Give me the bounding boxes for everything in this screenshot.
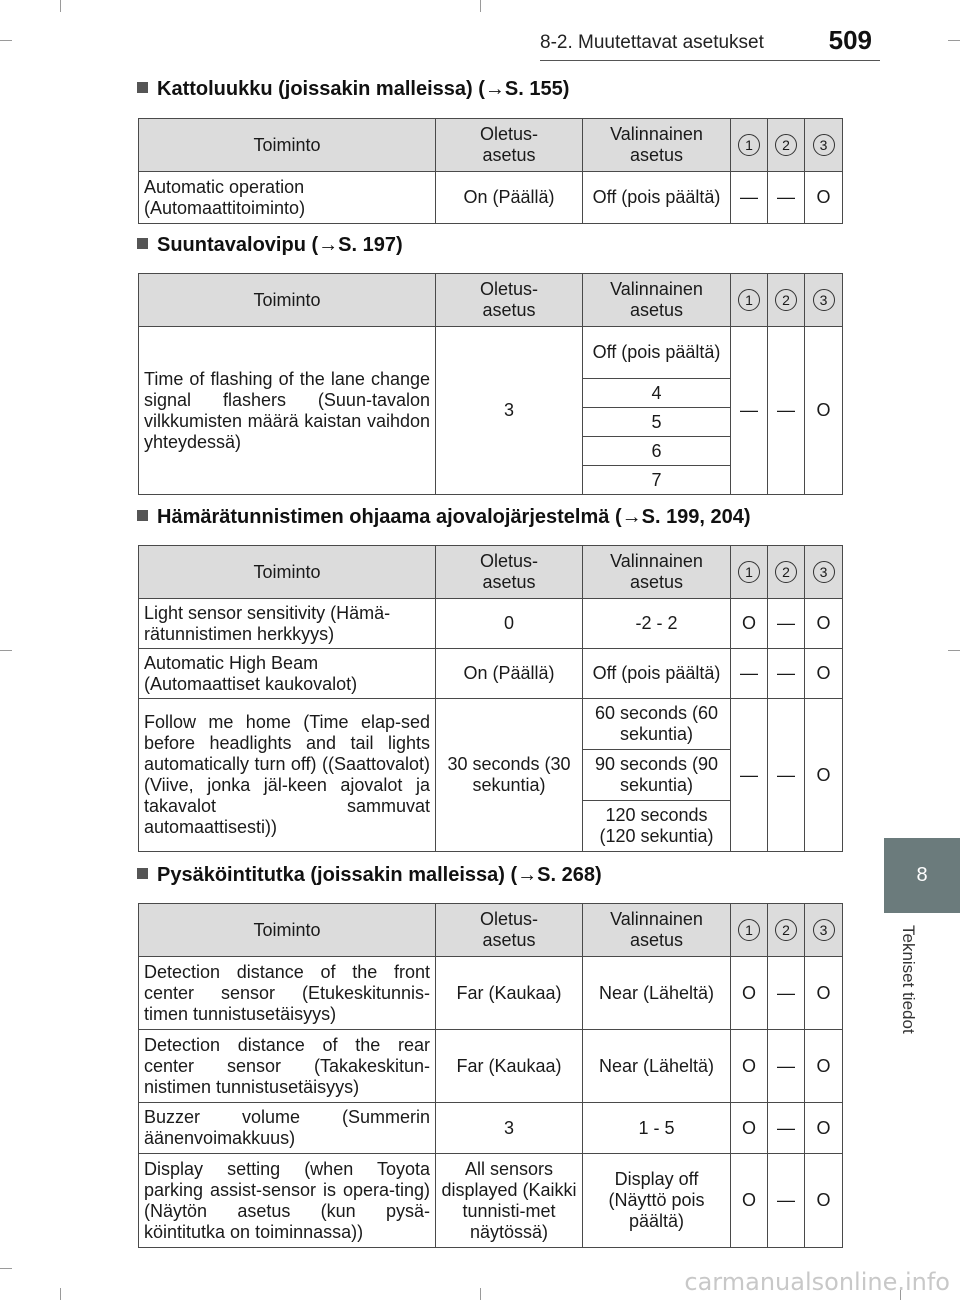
col3-cell: O: [805, 699, 843, 852]
circled-number-icon: 2: [775, 289, 797, 311]
square-bullet-icon: [137, 238, 148, 249]
option-cell: Off (pois päältä): [583, 327, 731, 379]
header-optional: Valinnainen asetus: [583, 546, 731, 599]
table-header-row: [139, 904, 843, 957]
default-cell: On (Päällä): [436, 172, 583, 224]
circled-number-icon: 3: [813, 919, 835, 941]
option-cell: 4: [583, 379, 731, 408]
default-cell: Far (Kaukaa): [436, 1030, 583, 1103]
page-number: 509: [828, 25, 872, 55]
table-header-row: [139, 119, 843, 172]
section-heading: [137, 864, 602, 887]
header-default: Oletus- asetus: [436, 546, 583, 599]
section-heading: [137, 234, 403, 257]
header-col1: [731, 274, 768, 327]
option-cell: Near (Läheltä): [583, 957, 731, 1030]
section-heading: [137, 506, 751, 529]
col1-cell: O: [731, 599, 768, 649]
header-function: Toiminto: [139, 904, 436, 957]
table-header-row: [139, 546, 843, 599]
option-cell: Display off (Näyttö pois päältä): [583, 1154, 731, 1248]
header-rule: [540, 60, 880, 61]
col2-cell: —: [768, 599, 805, 649]
table-row: [139, 1103, 843, 1154]
settings-table: [138, 545, 843, 852]
watermark: carmanualsonline.info: [684, 1268, 950, 1296]
default-cell: 30 seconds (30 sekuntia): [436, 699, 583, 852]
header-default: Oletus- asetus: [436, 119, 583, 172]
crop-mark: [480, 0, 481, 12]
circled-number-icon: 1: [738, 134, 760, 156]
option-cell: 6: [583, 437, 731, 466]
function-cell: Automatic High Beam (Automaattiset kaukovalot): [139, 649, 436, 699]
table-row: [139, 699, 843, 750]
function-cell: Detection distance of the rear center sensor (Takakeskitun-nistimen tunnistusetäisyys): [139, 1030, 436, 1103]
crop-mark: [948, 650, 960, 651]
header-optional: Valinnainen asetus: [583, 119, 731, 172]
square-bullet-icon: [137, 510, 148, 521]
option-cell: 120 seconds (120 sekuntia): [583, 801, 731, 852]
col3-cell: O: [805, 957, 843, 1030]
header-col3: [805, 274, 843, 327]
header-default: Oletus- asetus: [436, 274, 583, 327]
header-col3: [805, 119, 843, 172]
col1-cell: O: [731, 1103, 768, 1154]
default-cell: Far (Kaukaa): [436, 957, 583, 1030]
settings-table: [138, 118, 843, 224]
col1-cell: —: [731, 172, 768, 224]
header-col1: [731, 119, 768, 172]
default-cell: 0: [436, 599, 583, 649]
table-row: [139, 957, 843, 1030]
crop-mark: [0, 40, 12, 41]
header-col3: [805, 546, 843, 599]
crop-mark: [948, 40, 960, 41]
option-cell: 90 seconds (90 sekuntia): [583, 750, 731, 801]
header-optional: Valinnainen asetus: [583, 274, 731, 327]
col1-cell: O: [731, 1030, 768, 1103]
chapter-label: Tekniset tiedot: [899, 925, 918, 1034]
table-row: [139, 649, 843, 699]
page-header: [540, 26, 880, 60]
crop-mark: [60, 0, 61, 12]
table-row: [139, 1154, 843, 1248]
col3-cell: O: [805, 1154, 843, 1248]
col2-cell: —: [768, 699, 805, 852]
circled-number-icon: 3: [813, 289, 835, 311]
table-row: [139, 172, 843, 224]
option-cell: -2 - 2: [583, 599, 731, 649]
function-cell: Detection distance of the front center sensor (Etukeskitunnis-timen tunnistusetäisyys): [139, 957, 436, 1030]
header-col1: [731, 546, 768, 599]
circled-number-icon: 1: [738, 919, 760, 941]
circled-number-icon: 2: [775, 134, 797, 156]
col3-cell: O: [805, 1030, 843, 1103]
square-bullet-icon: [137, 82, 148, 93]
section-label: 8-2. Muutettavat asetukset: [540, 32, 764, 53]
default-cell: On (Päällä): [436, 649, 583, 699]
table-header-row: [139, 274, 843, 327]
function-cell: Buzzer volume (Summerin äänenvoimakkuus): [139, 1103, 436, 1154]
function-cell: Light sensor sensitivity (Hämä-rätunnistimen herkkyys): [139, 599, 436, 649]
col2-cell: —: [768, 327, 805, 495]
function-cell: Automatic operation (Automaattitoiminto): [139, 172, 436, 224]
col3-cell: O: [805, 649, 843, 699]
col1-cell: O: [731, 957, 768, 1030]
option-cell: Off (pois päältä): [583, 649, 731, 699]
col1-cell: —: [731, 327, 768, 495]
crop-mark: [0, 1268, 12, 1269]
default-cell: 3: [436, 1103, 583, 1154]
col2-cell: —: [768, 172, 805, 224]
option-cell: 60 seconds (60 sekuntia): [583, 699, 731, 750]
chapter-number: 8: [916, 864, 928, 886]
header-col3: [805, 904, 843, 957]
option-cell: Off (pois päältä): [583, 172, 731, 224]
default-cell: 3: [436, 327, 583, 495]
col1-cell: O: [731, 1154, 768, 1248]
settings-table: [138, 273, 843, 495]
col1-cell: —: [731, 699, 768, 852]
header-function: Toiminto: [139, 546, 436, 599]
section-heading-text: Suuntavalovipu (→S. 197): [157, 234, 403, 256]
function-cell: Follow me home (Time elap-sed before headlights and tail lights automatically turn off) ((Saattovalot) (Viive, jonka jäl-keen ajovalot ja takavalot sammuvat automaattisesti)): [139, 699, 436, 852]
section-heading-text: Pysäköintitutka (joissakin malleissa) (→S. 268): [157, 864, 602, 886]
header-default: Oletus- asetus: [436, 904, 583, 957]
col3-cell: O: [805, 1103, 843, 1154]
col2-cell: —: [768, 957, 805, 1030]
header-col2: [768, 119, 805, 172]
header-function: Toiminto: [139, 274, 436, 327]
col2-cell: —: [768, 1030, 805, 1103]
section-heading-text: Hämärätunnistimen ohjaama ajovalojärjestelmä (→S. 199, 204): [157, 506, 751, 528]
header-col2: [768, 546, 805, 599]
square-bullet-icon: [137, 868, 148, 879]
option-cell: Near (Läheltä): [583, 1030, 731, 1103]
section-heading: [137, 78, 569, 101]
chapter-tab: [884, 838, 960, 913]
crop-mark: [60, 1288, 61, 1300]
header-function: Toiminto: [139, 119, 436, 172]
header-col2: [768, 904, 805, 957]
circled-number-icon: 2: [775, 919, 797, 941]
function-cell: Time of flashing of the lane change signal flashers (Suun-tavalon vilkkumisten määrä kaistan vaihdon yhteydessä): [139, 327, 436, 495]
option-cell: 1 - 5: [583, 1103, 731, 1154]
col3-cell: O: [805, 172, 843, 224]
table-row: [139, 327, 843, 379]
header-col2: [768, 274, 805, 327]
option-cell: 7: [583, 466, 731, 495]
crop-mark: [0, 650, 12, 651]
function-cell: Display setting (when Toyota parking assist-sensor is opera-ting) (Näytön asetus (kun pysä-köintitutka on toiminnassa)): [139, 1154, 436, 1248]
col3-cell: O: [805, 327, 843, 495]
col2-cell: —: [768, 1103, 805, 1154]
col2-cell: —: [768, 649, 805, 699]
circled-number-icon: 3: [813, 561, 835, 583]
section-heading-text: Kattoluukku (joissakin malleissa) (→S. 155): [157, 78, 570, 100]
table-row: [139, 599, 843, 649]
col1-cell: —: [731, 649, 768, 699]
circled-number-icon: 1: [738, 289, 760, 311]
option-cell: 5: [583, 408, 731, 437]
header-col1: [731, 904, 768, 957]
settings-table: [138, 903, 843, 1248]
col3-cell: O: [805, 599, 843, 649]
circled-number-icon: 2: [775, 561, 797, 583]
col2-cell: —: [768, 1154, 805, 1248]
circled-number-icon: 3: [813, 134, 835, 156]
default-cell: All sensors displayed (Kaikki tunnisti-met näytössä): [436, 1154, 583, 1248]
crop-mark: [480, 1288, 481, 1300]
circled-number-icon: 1: [738, 561, 760, 583]
table-row: [139, 1030, 843, 1103]
header-optional: Valinnainen asetus: [583, 904, 731, 957]
